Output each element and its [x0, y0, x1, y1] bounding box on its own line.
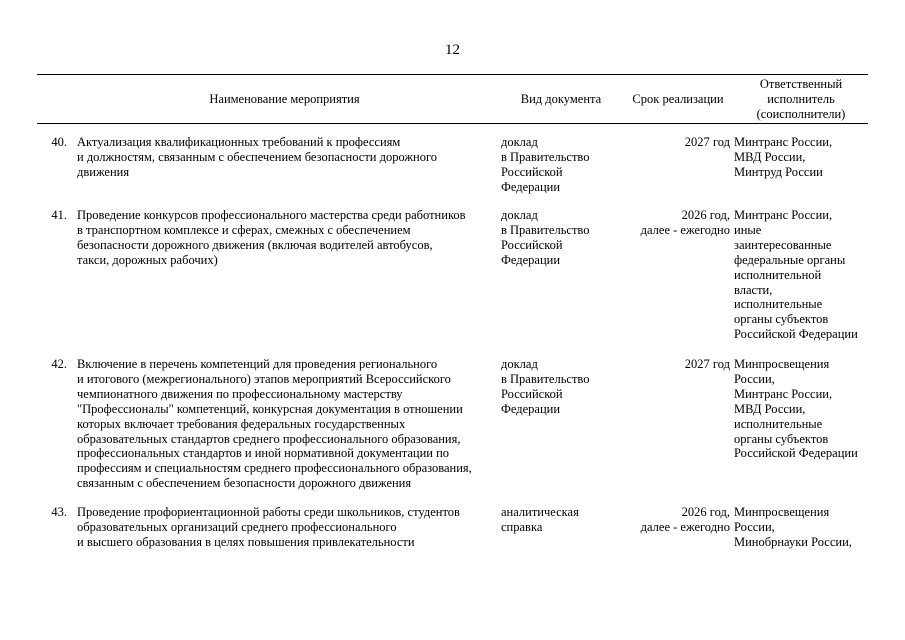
row-number: 40.: [51, 135, 67, 149]
row-doc-type: [501, 208, 621, 268]
row-doc-type-line: Российской: [501, 237, 563, 252]
row-term-line: 2027 год: [684, 357, 730, 371]
row-responsible-line: Минтруд России: [734, 164, 823, 179]
row-responsible-line: иные: [734, 222, 762, 237]
header-term: Срок реализации: [632, 91, 724, 106]
row-doc-type: [501, 505, 621, 535]
row-name: [77, 505, 492, 550]
row-number: 42.: [51, 357, 67, 371]
row-doc-type-line: Российской: [501, 386, 563, 401]
row-name-line: профессиям и специальностям среднего профессионального образования,: [77, 461, 472, 476]
row-responsible: [734, 208, 874, 342]
row-term: [624, 135, 730, 150]
row-name-line: и высшего образования в целях повышения привлекательности: [77, 534, 415, 549]
row-doc-type-line: Федерации: [501, 179, 561, 194]
row-name-line: профессиональных стандартов и иной нормативной документации по: [77, 446, 450, 461]
header-doc-type: Вид документа: [520, 91, 602, 106]
row-responsible-line: России,: [734, 519, 775, 534]
row-doc-type-line: Российской: [501, 164, 563, 179]
row-responsible-line: Минтранс России,: [734, 208, 833, 222]
row-responsible-line: Минтранс России,: [734, 135, 833, 149]
row-responsible-line: Минтранс России,: [734, 386, 833, 401]
header-responsible-line: (соисполнители): [756, 106, 846, 121]
row-responsible-line: Минпросвещения: [734, 357, 830, 371]
table-top-rule: [37, 74, 868, 75]
header-responsible-line: Ответственный: [759, 76, 843, 91]
row-name-line: Проведение профориентационной работы среди школьников, студентов: [77, 505, 460, 519]
row-term: [624, 357, 730, 372]
row-doc-type-line: доклад: [501, 208, 538, 222]
row-name-line: и итогового (межрегионального) этапов мероприятий Всероссийского: [77, 371, 451, 386]
row-doc-type-line: аналитическая: [501, 505, 579, 519]
row-term-line: далее - ежегодно: [640, 519, 730, 534]
row-name-line: в транспортном комплексе и сферах, смежных с обеспечением: [77, 222, 411, 237]
row-term-line: 2026 год,: [681, 505, 730, 519]
row-doc-type-line: Федерации: [501, 401, 561, 416]
row-responsible: [734, 505, 874, 550]
row-name-line: и должностям, связанным с обеспечением безопасности дорожного: [77, 149, 438, 164]
row-name-line: связанным с обеспечением безопасности дорожного движения: [77, 476, 412, 491]
row-responsible-line: Российской Федерации: [734, 446, 858, 461]
row-doc-type-line: доклад: [501, 357, 538, 371]
row-name: [77, 208, 492, 268]
row-term: [624, 208, 730, 238]
row-responsible-line: власти,: [734, 282, 773, 297]
row-name-line: безопасности дорожного движения (включая водителей автобусов,: [77, 237, 433, 252]
row-name-line: чемпионатного движения по профессиональному мастерству: [77, 386, 403, 401]
row-number: 41.: [51, 208, 67, 222]
row-name-line: Включение в перечень компетенций для проведения регионального: [77, 357, 438, 371]
row-responsible-line: Минпросвещения: [734, 505, 830, 519]
row-responsible-line: Минобрнауки России,: [734, 534, 852, 549]
row-number: 43.: [51, 505, 67, 519]
header-name: Наименование мероприятия: [209, 91, 360, 106]
row-doc-type-line: доклад: [501, 135, 538, 149]
row-term-line: далее - ежегодно: [640, 222, 730, 237]
header-responsible-line: исполнитель: [767, 91, 835, 106]
row-doc-type-line: в Правительство: [501, 371, 590, 386]
row-name: [77, 135, 492, 180]
row-doc-type-line: справка: [501, 519, 543, 534]
row-responsible-line: России,: [734, 371, 775, 386]
row-responsible-line: исполнительные: [734, 297, 823, 312]
row-name-line: Актуализация квалификационных требований к профессиям: [77, 135, 401, 149]
row-name-line: образовательных организаций среднего профессионального: [77, 519, 397, 534]
row-name: [77, 357, 492, 491]
row-name-line: Проведение конкурсов профессионального мастерства среди работников: [77, 208, 466, 222]
row-responsible-line: исполнительной: [734, 267, 822, 282]
row-responsible-line: органы субъектов: [734, 431, 829, 446]
row-term: [624, 505, 730, 535]
row-doc-type-line: в Правительство: [501, 222, 590, 237]
row-name-line: такси, дорожных рабочих): [77, 252, 218, 267]
page-number: 12: [445, 42, 460, 58]
row-name-line: "Профессионалы" компетенций, конкурсная документация в отношении: [77, 401, 463, 416]
row-responsible-line: МВД России,: [734, 149, 806, 164]
row-term-line: 2027 год: [684, 135, 730, 149]
row-name-line: движения: [77, 164, 130, 179]
row-term-line: 2026 год,: [681, 208, 730, 222]
row-name-line: образовательных стандартов среднего профессионального образования,: [77, 431, 461, 446]
row-responsible-line: Российской Федерации: [734, 327, 858, 342]
row-responsible-line: органы субъектов: [734, 312, 829, 327]
row-responsible-line: заинтересованные: [734, 237, 832, 252]
row-responsible-line: МВД России,: [734, 401, 806, 416]
row-responsible-line: исполнительные: [734, 416, 823, 431]
row-responsible: [734, 357, 874, 461]
row-name-line: которых включает требования федеральных государственных: [77, 416, 406, 431]
header-responsible: [734, 76, 868, 122]
row-responsible-line: федеральные органы: [734, 252, 846, 267]
table-header-rule: [37, 123, 868, 124]
row-responsible: [734, 135, 874, 180]
row-doc-type-line: в Правительство: [501, 149, 590, 164]
row-doc-type-line: Федерации: [501, 252, 561, 267]
row-doc-type: [501, 135, 621, 195]
row-doc-type: [501, 357, 621, 417]
